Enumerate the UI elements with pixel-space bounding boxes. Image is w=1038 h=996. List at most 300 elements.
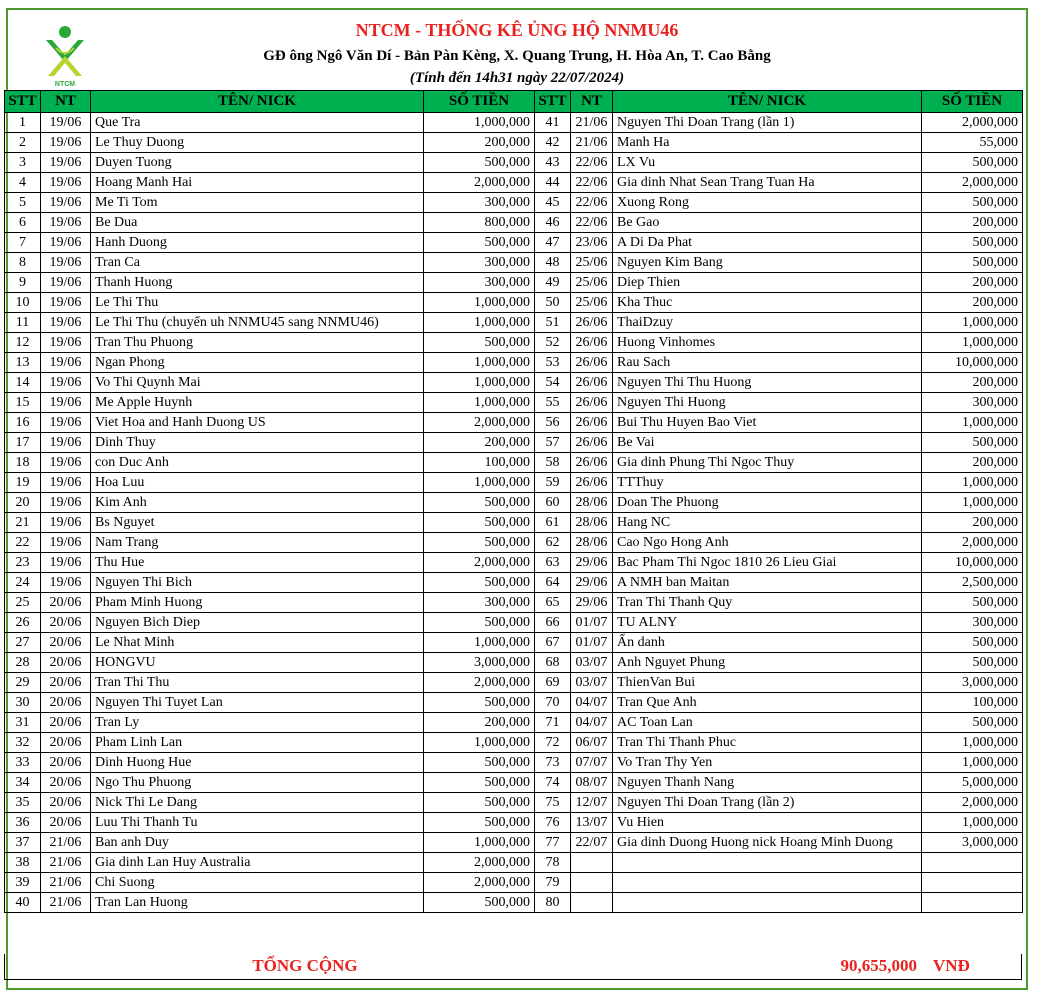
total-unit: VNĐ [933,956,970,975]
left-cell-amount: 300,000 [424,593,535,613]
left-cell-amount: 500,000 [424,333,535,353]
table-row [5,413,1023,433]
right-cell-amount: 500,000 [922,153,1023,173]
right-cell-stt: 77 [535,833,571,853]
right-cell-nt: 21/06 [571,133,613,153]
left-cell-name: Tran Ca [91,253,424,273]
right-cell-name: Be Gao [613,213,922,233]
left-cell-stt: 36 [5,813,41,833]
right-cell-name: Hang NC [613,513,922,533]
left-cell-stt: 35 [5,793,41,813]
table-row [5,833,1023,853]
left-cell-nt: 19/06 [41,133,91,153]
right-cell-name: ThienVan Bui [613,673,922,693]
left-cell-name: Tran Thi Thu [91,673,424,693]
right-cell-amount: 500,000 [922,593,1023,613]
left-cell-stt: 14 [5,373,41,393]
left-cell-nt: 20/06 [41,713,91,733]
left-cell-amount: 500,000 [424,893,535,913]
right-cell-nt [571,893,613,913]
left-cell-nt: 19/06 [41,293,91,313]
left-cell-stt: 5 [5,193,41,213]
table-row [5,373,1023,393]
right-cell-nt: 25/06 [571,253,613,273]
right-cell-amount [922,853,1023,873]
right-cell-stt: 68 [535,653,571,673]
left-cell-nt: 19/06 [41,493,91,513]
left-cell-stt: 31 [5,713,41,733]
right-cell-stt: 46 [535,213,571,233]
table-row [5,613,1023,633]
right-cell-name: Nguyen Thi Doan Trang (lần 2) [613,793,922,813]
right-cell-nt [571,853,613,873]
table-row [5,133,1023,153]
right-cell-nt: 29/06 [571,553,613,573]
right-cell-nt: 26/06 [571,453,613,473]
left-cell-amount: 1,000,000 [424,113,535,133]
left-cell-stt: 21 [5,513,41,533]
left-cell-amount: 2,000,000 [424,173,535,193]
left-cell-amount: 500,000 [424,773,535,793]
table-row [5,273,1023,293]
right-cell-name: Nguyen Thanh Nang [613,773,922,793]
left-cell-nt: 19/06 [41,433,91,453]
left-cell-stt: 11 [5,313,41,333]
left-cell-name: Le Nhat Minh [91,633,424,653]
left-cell-amount: 500,000 [424,493,535,513]
right-cell-stt: 62 [535,533,571,553]
left-cell-stt: 1 [5,113,41,133]
right-cell-amount: 10,000,000 [922,553,1023,573]
right-cell-name: Kha Thuc [613,293,922,313]
col-header-amount: SỐ TIỀN [424,91,535,113]
right-cell-stt: 75 [535,793,571,813]
left-cell-amount: 1,000,000 [424,733,535,753]
right-cell-amount: 2,500,000 [922,573,1023,593]
left-cell-nt: 21/06 [41,893,91,913]
left-cell-nt: 19/06 [41,253,91,273]
right-cell-amount: 200,000 [922,373,1023,393]
left-cell-nt: 19/06 [41,353,91,373]
right-cell-amount: 200,000 [922,293,1023,313]
left-cell-nt: 20/06 [41,693,91,713]
left-cell-name: Le Thi Thu [91,293,424,313]
left-cell-name: Hanh Duong [91,233,424,253]
left-cell-name: Le Thuy Duong [91,133,424,153]
right-cell-nt: 25/06 [571,293,613,313]
right-cell-name: Gia dinh Nhat Sean Trang Tuan Ha [613,173,922,193]
right-cell-name: LX Vu [613,153,922,173]
left-cell-name: Tran Thu Phuong [91,333,424,353]
right-cell-name: Cao Ngo Hong Anh [613,533,922,553]
table-row [5,853,1023,873]
right-cell-stt: 57 [535,433,571,453]
left-cell-stt: 7 [5,233,41,253]
right-cell-amount: 1,000,000 [922,813,1023,833]
left-cell-nt: 19/06 [41,513,91,533]
right-cell-stt: 64 [535,573,571,593]
right-cell-amount: 2,000,000 [922,173,1023,193]
left-cell-nt: 19/06 [41,273,91,293]
table-row [5,513,1023,533]
right-cell-name: Tran Que Anh [613,693,922,713]
right-cell-name: Gia dinh Phung Thi Ngoc Thuy [613,453,922,473]
right-cell-amount: 200,000 [922,273,1023,293]
col-header-nt-right: NT [571,91,613,113]
left-cell-amount: 500,000 [424,753,535,773]
right-cell-stt: 45 [535,193,571,213]
left-cell-stt: 30 [5,693,41,713]
right-cell-name: Tran Thi Thanh Phuc [613,733,922,753]
left-cell-stt: 29 [5,673,41,693]
right-cell-nt: 01/07 [571,633,613,653]
left-cell-amount: 500,000 [424,533,535,553]
left-cell-name: Pham Linh Lan [91,733,424,753]
left-cell-stt: 18 [5,453,41,473]
left-cell-stt: 6 [5,213,41,233]
table-row [5,533,1023,553]
left-cell-amount: 2,000,000 [424,873,535,893]
left-cell-amount: 1,000,000 [424,833,535,853]
right-cell-stt: 72 [535,733,571,753]
left-cell-nt: 19/06 [41,313,91,333]
right-cell-nt: 04/07 [571,713,613,733]
left-cell-nt: 20/06 [41,673,91,693]
left-cell-name: Thanh Huong [91,273,424,293]
right-cell-nt: 12/07 [571,793,613,813]
table-row [5,333,1023,353]
left-cell-name: Me Apple Huynh [91,393,424,413]
left-cell-name: Nguyen Thi Tuyet Lan [91,693,424,713]
right-cell-name: Manh Ha [613,133,922,153]
left-cell-nt: 20/06 [41,613,91,633]
right-cell-stt: 59 [535,473,571,493]
left-cell-stt: 2 [5,133,41,153]
right-cell-stt: 78 [535,853,571,873]
right-cell-amount: 2,000,000 [922,533,1023,553]
table-row [5,773,1023,793]
right-cell-nt: 22/06 [571,173,613,193]
table-row [5,153,1023,173]
left-cell-amount: 2,000,000 [424,413,535,433]
left-cell-nt: 19/06 [41,333,91,353]
right-cell-amount: 55,000 [922,133,1023,153]
left-cell-name: Ngan Phong [91,353,424,373]
left-cell-nt: 20/06 [41,633,91,653]
right-cell-nt: 03/07 [571,673,613,693]
right-cell-amount: 3,000,000 [922,833,1023,853]
table-row [5,473,1023,493]
left-cell-stt: 3 [5,153,41,173]
right-cell-nt: 26/06 [571,333,613,353]
left-cell-nt: 19/06 [41,153,91,173]
right-cell-stt: 48 [535,253,571,273]
table-row [5,633,1023,653]
right-cell-name: ThaiDzuy [613,313,922,333]
left-cell-amount: 2,000,000 [424,853,535,873]
table-row [5,553,1023,573]
right-cell-name [613,893,922,913]
right-cell-stt: 52 [535,333,571,353]
table-row [5,293,1023,313]
col-header-name-right: TÊN/ NICK [613,91,922,113]
right-cell-amount [922,893,1023,913]
right-cell-nt: 28/06 [571,493,613,513]
right-cell-nt: 08/07 [571,773,613,793]
left-cell-nt: 20/06 [41,593,91,613]
left-cell-amount: 500,000 [424,573,535,593]
left-cell-name: Duyen Tuong [91,153,424,173]
left-cell-name: HONGVU [91,653,424,673]
right-cell-name: A Di Da Phat [613,233,922,253]
right-cell-name: Be Vai [613,433,922,453]
left-cell-amount: 1,000,000 [424,293,535,313]
left-cell-name: Luu Thi Thanh Tu [91,813,424,833]
right-cell-stt: 50 [535,293,571,313]
right-cell-stt: 70 [535,693,571,713]
left-cell-stt: 17 [5,433,41,453]
left-cell-name: Chi Suong [91,873,424,893]
table-row [5,893,1023,913]
left-cell-name: Hoa Luu [91,473,424,493]
left-cell-stt: 23 [5,553,41,573]
left-cell-stt: 26 [5,613,41,633]
left-cell-nt: 19/06 [41,113,91,133]
report-header [8,10,1026,98]
table-row [5,693,1023,713]
right-cell-stt: 43 [535,153,571,173]
left-cell-amount: 1,000,000 [424,393,535,413]
left-cell-name: Me Ti Tom [91,193,424,213]
left-cell-nt: 20/06 [41,753,91,773]
table-row [5,433,1023,453]
left-cell-stt: 16 [5,413,41,433]
right-cell-nt: 26/06 [571,473,613,493]
table-row [5,573,1023,593]
left-cell-nt: 20/06 [41,773,91,793]
right-cell-stt: 76 [535,813,571,833]
as-of-note: (Tính đến 14h31 ngày 22/07/2024) [409,70,625,86]
right-cell-amount: 1,000,000 [922,493,1023,513]
left-cell-nt: 21/06 [41,853,91,873]
right-cell-nt: 28/06 [571,533,613,553]
left-cell-stt: 37 [5,833,41,853]
page-subtitle: GĐ ông Ngô Văn Dí - Bản Pàn Kèng, X. Quang Trung, H. Hòa An, T. Cao Bằng [263,48,771,64]
right-cell-name: Bac Pham Thi Ngoc 1810 26 Lieu Giai [613,553,922,573]
right-cell-stt: 56 [535,413,571,433]
left-cell-nt: 21/06 [41,833,91,853]
right-cell-amount: 1,000,000 [922,753,1023,773]
left-cell-amount: 100,000 [424,453,535,473]
left-cell-stt: 19 [5,473,41,493]
right-cell-name: Rau Sach [613,353,922,373]
left-cell-nt: 19/06 [41,193,91,213]
table-row [5,113,1023,133]
right-cell-stt: 53 [535,353,571,373]
left-cell-nt: 19/06 [41,393,91,413]
right-cell-amount: 200,000 [922,513,1023,533]
right-cell-stt: 55 [535,393,571,413]
left-cell-name: Nguyen Thi Bich [91,573,424,593]
left-cell-name: Nguyen Bich Diep [91,613,424,633]
right-cell-nt: 13/07 [571,813,613,833]
left-cell-nt: 19/06 [41,373,91,393]
right-cell-nt: 21/06 [571,113,613,133]
right-cell-stt: 61 [535,513,571,533]
right-cell-name: Vo Tran Thy Yen [613,753,922,773]
right-cell-name: Nguyen Thi Huong [613,393,922,413]
right-cell-stt: 51 [535,313,571,333]
table-row [5,353,1023,373]
left-cell-name: Vo Thi Quynh Mai [91,373,424,393]
right-cell-stt: 44 [535,173,571,193]
right-cell-nt: 25/06 [571,273,613,293]
left-cell-name: Hoang Manh Hai [91,173,424,193]
right-cell-nt: 04/07 [571,693,613,713]
right-cell-nt: 06/07 [571,733,613,753]
col-header-stt-right: STT [535,91,571,113]
left-cell-nt: 20/06 [41,793,91,813]
right-cell-amount: 3,000,000 [922,673,1023,693]
right-cell-amount: 1,000,000 [922,733,1023,753]
left-cell-stt: 12 [5,333,41,353]
left-cell-name: Thu Hue [91,553,424,573]
right-cell-name: A NMH ban Maitan [613,573,922,593]
right-cell-amount: 1,000,000 [922,313,1023,333]
table-row [5,793,1023,813]
right-cell-stt: 41 [535,113,571,133]
col-header-amount-right: SỐ TIỀN [922,91,1023,113]
left-cell-nt: 19/06 [41,233,91,253]
right-cell-nt: 01/07 [571,613,613,633]
left-cell-stt: 22 [5,533,41,553]
right-cell-nt: 29/06 [571,573,613,593]
left-cell-stt: 20 [5,493,41,513]
right-cell-name: Gia dinh Duong Huong nick Hoang Minh Duong [613,833,922,853]
left-cell-nt: 19/06 [41,573,91,593]
right-cell-name: Nguyen Thi Doan Trang (lần 1) [613,113,922,133]
left-cell-stt: 40 [5,893,41,913]
right-cell-nt: 22/06 [571,153,613,173]
left-cell-nt: 19/06 [41,553,91,573]
col-header-name: TÊN/ NICK [91,91,424,113]
table-row [5,453,1023,473]
right-cell-amount: 500,000 [922,633,1023,653]
right-cell-nt: 22/07 [571,833,613,853]
table-row [5,213,1023,233]
right-cell-amount: 300,000 [922,613,1023,633]
left-cell-stt: 24 [5,573,41,593]
left-cell-amount: 1,000,000 [424,373,535,393]
table-row [5,873,1023,893]
total-row [4,954,1022,980]
table-body [5,113,1023,913]
table-row [5,393,1023,413]
left-cell-stt: 28 [5,653,41,673]
left-cell-stt: 32 [5,733,41,753]
table-row [5,753,1023,773]
table-row [5,653,1023,673]
left-cell-amount: 1,000,000 [424,473,535,493]
left-cell-nt: 19/06 [41,533,91,553]
left-cell-name: Ngo Thu Phuong [91,773,424,793]
right-cell-amount: 2,000,000 [922,793,1023,813]
right-cell-name: Nguyen Thi Thu Huong [613,373,922,393]
right-cell-amount: 1,000,000 [922,333,1023,353]
left-cell-stt: 15 [5,393,41,413]
left-cell-nt: 20/06 [41,653,91,673]
right-cell-stt: 63 [535,553,571,573]
left-cell-amount: 500,000 [424,153,535,173]
table-row [5,733,1023,753]
svg-text:NTCM: NTCM [54,81,76,88]
left-cell-name: Be Dua [91,213,424,233]
left-cell-name: Dinh Huong Hue [91,753,424,773]
total-label: TỔNG CỘNG [252,956,358,975]
left-cell-amount: 300,000 [424,273,535,293]
left-cell-amount: 2,000,000 [424,553,535,573]
left-cell-nt: 19/06 [41,473,91,493]
right-cell-name: Ẩn danh [613,633,922,653]
donation-table [4,90,1023,913]
left-cell-stt: 4 [5,173,41,193]
right-cell-stt: 60 [535,493,571,513]
left-cell-stt: 27 [5,633,41,653]
page-title: NTCM - THỐNG KÊ ỦNG HỘ NNMU46 [355,20,679,40]
right-cell-nt: 22/06 [571,193,613,213]
right-cell-stt: 54 [535,373,571,393]
left-cell-name: Tran Lan Huong [91,893,424,913]
right-cell-amount: 300,000 [922,393,1023,413]
right-cell-amount: 2,000,000 [922,113,1023,133]
left-cell-name: Kim Anh [91,493,424,513]
right-cell-amount [922,873,1023,893]
right-cell-name: Anh Nguyet Phung [613,653,922,673]
right-cell-stt: 69 [535,673,571,693]
left-cell-nt: 19/06 [41,213,91,233]
total-value: 90,655,000 [840,956,917,975]
right-cell-stt: 66 [535,613,571,633]
left-cell-amount: 500,000 [424,693,535,713]
right-cell-amount: 5,000,000 [922,773,1023,793]
right-cell-stt: 73 [535,753,571,773]
left-cell-amount: 3,000,000 [424,653,535,673]
right-cell-nt: 26/06 [571,373,613,393]
right-cell-stt: 58 [535,453,571,473]
left-cell-stt: 8 [5,253,41,273]
left-cell-amount: 300,000 [424,253,535,273]
left-cell-amount: 500,000 [424,813,535,833]
left-cell-amount: 500,000 [424,613,535,633]
left-cell-amount: 200,000 [424,713,535,733]
left-cell-name: Nick Thi Le Dang [91,793,424,813]
right-cell-name: Huong Vinhomes [613,333,922,353]
col-header-nt: NT [41,91,91,113]
table-row [5,233,1023,253]
right-cell-name: Diep Thien [613,273,922,293]
right-cell-nt: 26/06 [571,313,613,333]
right-cell-name: Tran Thi Thanh Quy [613,593,922,613]
left-cell-stt: 34 [5,773,41,793]
left-cell-stt: 9 [5,273,41,293]
right-cell-amount: 100,000 [922,693,1023,713]
right-cell-amount: 500,000 [922,193,1023,213]
right-cell-amount: 500,000 [922,713,1023,733]
left-cell-amount: 300,000 [424,193,535,213]
right-cell-name [613,853,922,873]
table-row [5,193,1023,213]
left-cell-stt: 33 [5,753,41,773]
